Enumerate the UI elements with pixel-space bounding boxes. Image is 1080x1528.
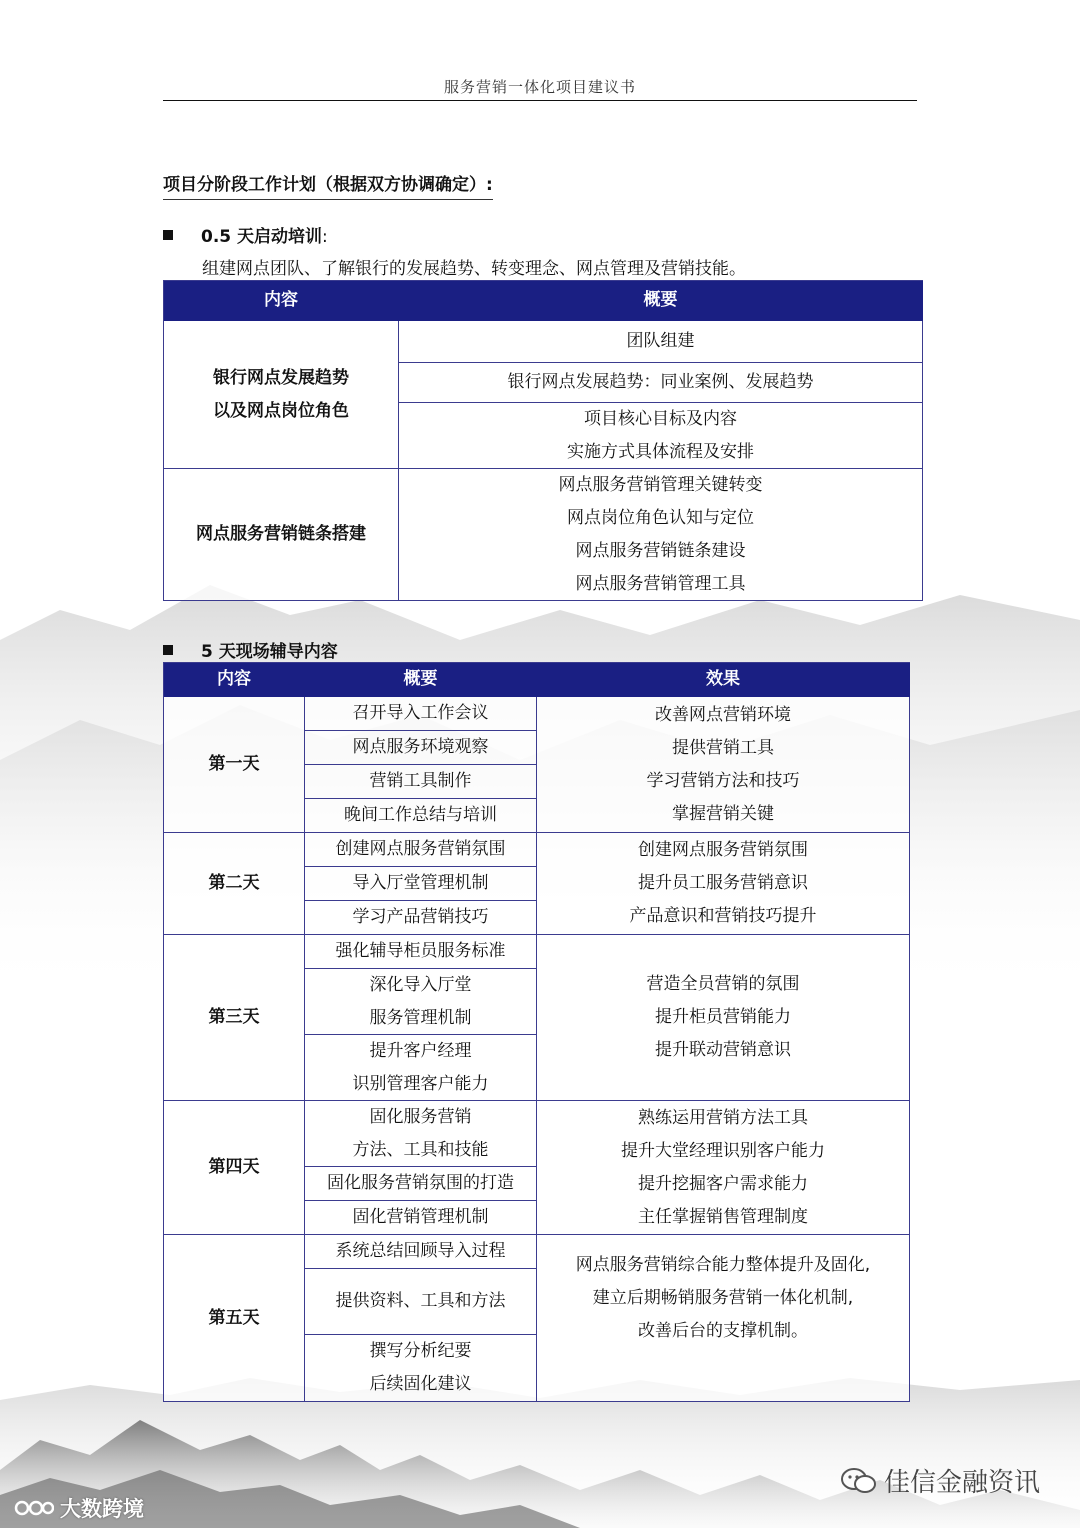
table-cell: 晚间工作总结与培训 <box>305 799 537 833</box>
effect-cell <box>537 833 910 935</box>
effect-line: 改善网点营销环境 <box>655 704 791 725</box>
section2-heading <box>163 637 338 662</box>
effect-line: 提升大堂经理识别客户能力 <box>621 1140 825 1161</box>
effect-line: 提供营销工具 <box>672 737 774 758</box>
section1-colon: : <box>322 227 328 247</box>
header-divider <box>163 100 917 101</box>
table-cell: 导入厅堂管理机制 <box>305 867 537 901</box>
effect-line: 提升挖掘客户需求能力 <box>638 1173 808 1194</box>
watermark-right <box>840 1462 1040 1499</box>
effect-line: 掌握营销关键 <box>672 803 774 824</box>
effect-cell <box>537 697 910 833</box>
day-label: 第二天 <box>164 833 305 935</box>
table-cell: 撰写分析纪要 后续固化建议 <box>305 1335 537 1402</box>
onsite-coaching-table <box>163 662 910 1402</box>
effect-line: 营造全员营销的氛围 <box>646 974 800 994</box>
effect-line: 学习营销方法和技巧 <box>646 770 800 791</box>
effect-line: 建立后期畅销服务营销一体化机制, <box>592 1288 854 1308</box>
section1-heading <box>163 222 328 247</box>
effect-line: 提升员工服务营销意识 <box>638 873 808 893</box>
table-header-summary: 概要 <box>399 281 923 321</box>
watermark-left-text: 大数跨境 <box>60 1497 144 1521</box>
day-label: 第五天 <box>164 1235 305 1402</box>
kickoff-training-table <box>163 280 923 601</box>
section1-description: 组建网点团队、了解银行的发展趋势、转变理念、网点管理及营销技能。 <box>202 259 746 279</box>
table-cell: 营销工具制作 <box>305 765 537 799</box>
table-cell: 创建网点服务营销氛围 <box>305 833 537 867</box>
table-header-content: 内容 <box>164 281 399 321</box>
table-cell: 深化导入厅堂 服务管理机制 <box>305 969 537 1035</box>
table-cell: 网点服务营销管理关键转变 网点岗位角色认知与定位 网点服务营销链条建设 网点服务营销管理工具 <box>399 469 923 601</box>
table-cell: 系统总结回顾导入过程 <box>305 1235 537 1269</box>
table-cell: 固化服务营销氛围的打造 <box>305 1167 537 1201</box>
table-header-effect: 效果 <box>537 663 910 697</box>
watermark-left <box>14 1493 144 1523</box>
table-cell: 项目核心目标及内容 实施方式具体流程及安排 <box>399 403 923 469</box>
table-cell: 固化营销管理机制 <box>305 1201 537 1235</box>
table-row-label <box>164 321 399 469</box>
label-line: 银行网点发展趋势 <box>213 367 349 388</box>
table-cell: 学习产品营销技巧 <box>305 901 537 935</box>
watermark-right-text: 佳信金融资讯 <box>884 1468 1041 1498</box>
table-cell: 提升客户经理 识别管理客户能力 <box>305 1035 537 1101</box>
table-cell: 固化服务营销 方法、工具和技能 <box>305 1101 537 1167</box>
effect-line: 提升柜员营销能力 <box>655 1007 791 1027</box>
effect-line: 改善后台的支撑机制。 <box>638 1321 808 1341</box>
table-cell: 团队组建 <box>399 321 923 363</box>
brand-logo-icon <box>14 1497 54 1519</box>
label-line: 以及网点岗位角色 <box>213 400 349 421</box>
section1-title: 0.5 天启动培训 <box>201 227 323 247</box>
table-cell: 网点服务环境观察 <box>305 731 537 765</box>
wechat-icon <box>840 1466 878 1496</box>
day-label: 第四天 <box>164 1101 305 1235</box>
table-header-content: 内容 <box>164 663 305 697</box>
effect-line: 创建网点服务营销氛围 <box>638 840 808 860</box>
table-cell: 强化辅导柜员服务标准 <box>305 935 537 969</box>
table-cell: 银行网点发展趋势：同业案例、发展趋势 <box>399 363 923 403</box>
effect-cell <box>537 935 910 1101</box>
day-label: 第一天 <box>164 697 305 833</box>
header-title: 服务营销一体化项目建议书 <box>443 78 636 96</box>
effect-line: 产品意识和营销技巧提升 <box>629 906 817 926</box>
table-header-summary: 概要 <box>305 663 537 697</box>
plan-title: 项目分阶段工作计划（根据双方协调确定）: <box>163 170 493 200</box>
table-cell: 提供资料、工具和方法 <box>305 1269 537 1335</box>
square-bullet-icon <box>163 230 173 240</box>
effect-cell <box>537 1101 910 1235</box>
section2-title: 5 天现场辅导内容 <box>201 642 338 662</box>
effect-cell <box>537 1235 910 1402</box>
day-label: 第三天 <box>164 935 305 1101</box>
effect-line: 熟练运用营销方法工具 <box>638 1107 808 1128</box>
effect-line: 主任掌握销售管理制度 <box>638 1206 808 1227</box>
table-row-label: 网点服务营销链条搭建 <box>164 469 399 601</box>
square-bullet-icon <box>163 645 173 655</box>
table-cell: 召开导入工作会议 <box>305 697 537 731</box>
effect-line: 提升联动营销意识 <box>655 1040 791 1060</box>
effect-line: 网点服务营销综合能力整体提升及固化, <box>575 1255 871 1275</box>
